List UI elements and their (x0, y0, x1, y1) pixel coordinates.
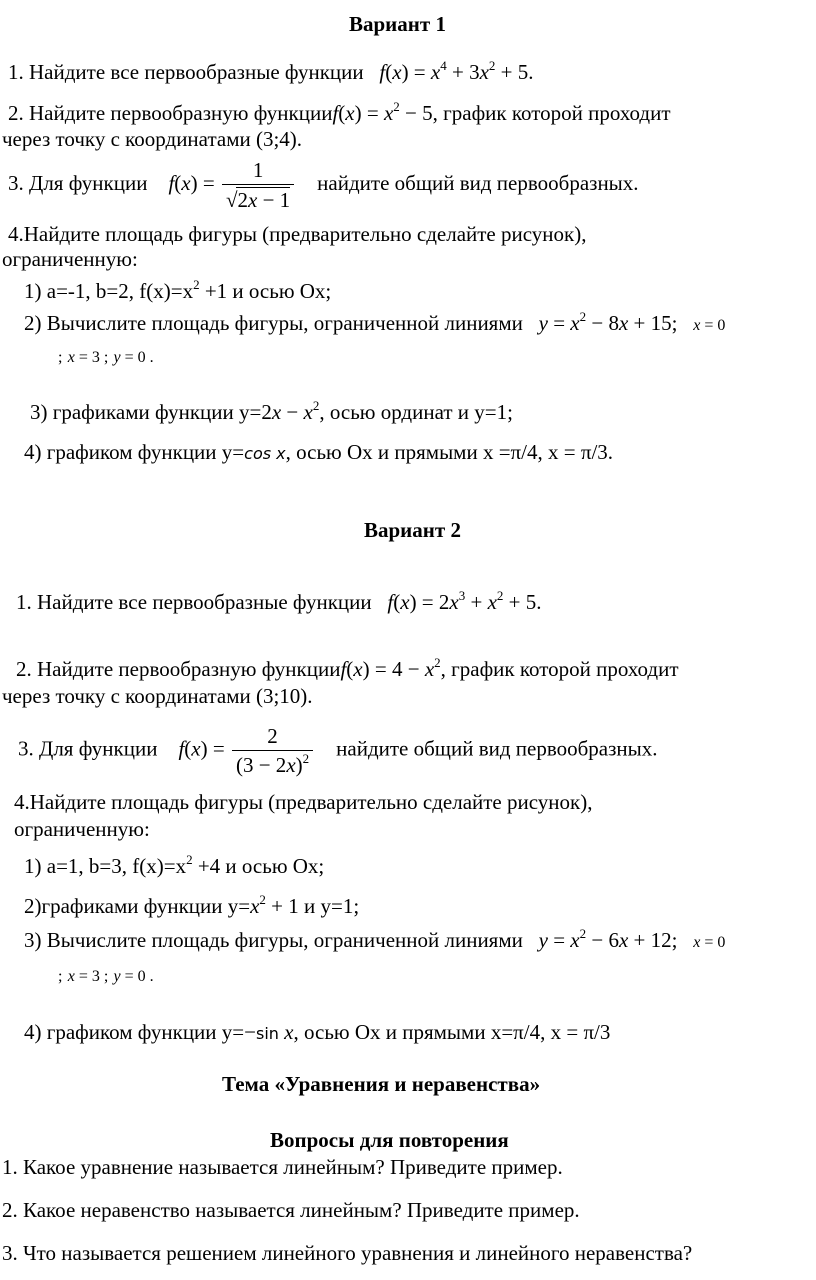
v1-task-3: 3. Для функции f(x) = $\frac{1}{√2x - 1}$ найдите общий вид первообразных. (8, 158, 639, 212)
v1-task-4-item-1: 1) a=-1, b=2, $f(x)=x^2 +1$ и осью Ox; (24, 277, 332, 303)
v2-task-3-fraction: $\frac{2}{(3 - 2x)^2}$ (232, 724, 313, 777)
v2-task-4-line2: ограниченную: (14, 817, 150, 841)
review-question-1: 1. Какое уравнение называется линейным? Приведите пример. (2, 1155, 563, 1179)
v1-task-3-text: 3. Для функции (8, 170, 148, 195)
v1-task-2-formula: f (332, 101, 339, 125)
review-question-2: 2. Какое неравенство называется линейным? Приведите пример. (2, 1198, 580, 1222)
v1-task-1-formula: f (379, 60, 386, 84)
review-title: Вопросы для повторения (270, 1128, 509, 1152)
v1-task-2: 2. Найдите первообразную функцииf(x) = $x^2 - 5$, график которой проходит (8, 99, 671, 125)
variant-1-title: Вариант 1 (349, 12, 446, 36)
v2-task-4-line1: 4.Найдите площадь фигуры (предварительно сделайте рисунок), (14, 790, 593, 814)
v1-task-3-fraction: $\frac{1}{√2x - 1}$ (222, 158, 294, 212)
v2-task-4-item-4: 4) графиком функции y=−sin x, осью Ox и прямыми x=π/4, x = π/3 (24, 1020, 611, 1044)
v2-task-4-item-3: 3) Вычислите площадь фигуры, ограниченной линиями $y = x^2 - 6x + 12$; x = 0 (24, 926, 726, 952)
v1-task-1-text: 1. Найдите все первообразные функции (8, 60, 364, 84)
v1-task-4-item-3: 3) графиками функции $y=2x - x^2$, осью ординат и y=1; (30, 398, 513, 424)
v1-task-4-item-2: 2) Вычислите площадь фигуры, ограниченной линиями $y = x^2 - 8x + 15$; x = 0 (24, 309, 726, 335)
review-question-3: 3. Что называется решением линейного уравнения и линейного неравенства? (2, 1241, 693, 1265)
v1-task-1: 1. Найдите все первообразные функции $f(x) = x^4 + 3x^2 + 5$. (8, 58, 534, 84)
v2-task-4-item-3-cont: ; x = 3 ; y = 0 . (58, 968, 154, 985)
v2-task-3: 3. Для функции f(x) = $\frac{2}{(3 - 2x)^2}$ найдите общий вид первообразных. (18, 724, 658, 777)
variant-2-title: Вариант 2 (364, 518, 461, 542)
v2-task-2-line2: через точку с координатами (3;10). (2, 684, 313, 708)
topic-title: Тема «Уравнения и неравенства» (222, 1072, 541, 1096)
v2-task-4-item-2: 2)графиками функции $y=x^2 + 1$ и y=1; (24, 892, 360, 918)
v1-task-4-line2: ограниченную: (2, 247, 138, 271)
v1-task-4-item-2-cont: ; x = 3 ; y = 0 . (58, 349, 154, 366)
v1-task-3-formula: f (168, 170, 175, 195)
v1-task-2-line2: через точку с координатами (3;4). (2, 127, 303, 151)
v1-task-2-text: 2. Найдите первообразную функции (8, 101, 333, 125)
v1-task-4-line1: 4.Найдите площадь фигуры (предварительно сделайте рисунок), (8, 222, 587, 246)
v1-task-4-item-4: 4) графиком функции y=cos x, осью Ox и прямыми x =π/4, x = π/3. (24, 440, 614, 464)
v2-task-4-item-1: 1) a=1, b=3, $f(x)=x^2 +4$ и осью Ox; (24, 852, 325, 878)
v2-task-1: 1. Найдите все первообразные функции $f(x) = 2x^3 + x^2 + 5$. (16, 588, 542, 614)
v2-task-2: 2. Найдите первообразную функцииf(x) = $4 - x^2$, график которой проходит (16, 655, 679, 681)
